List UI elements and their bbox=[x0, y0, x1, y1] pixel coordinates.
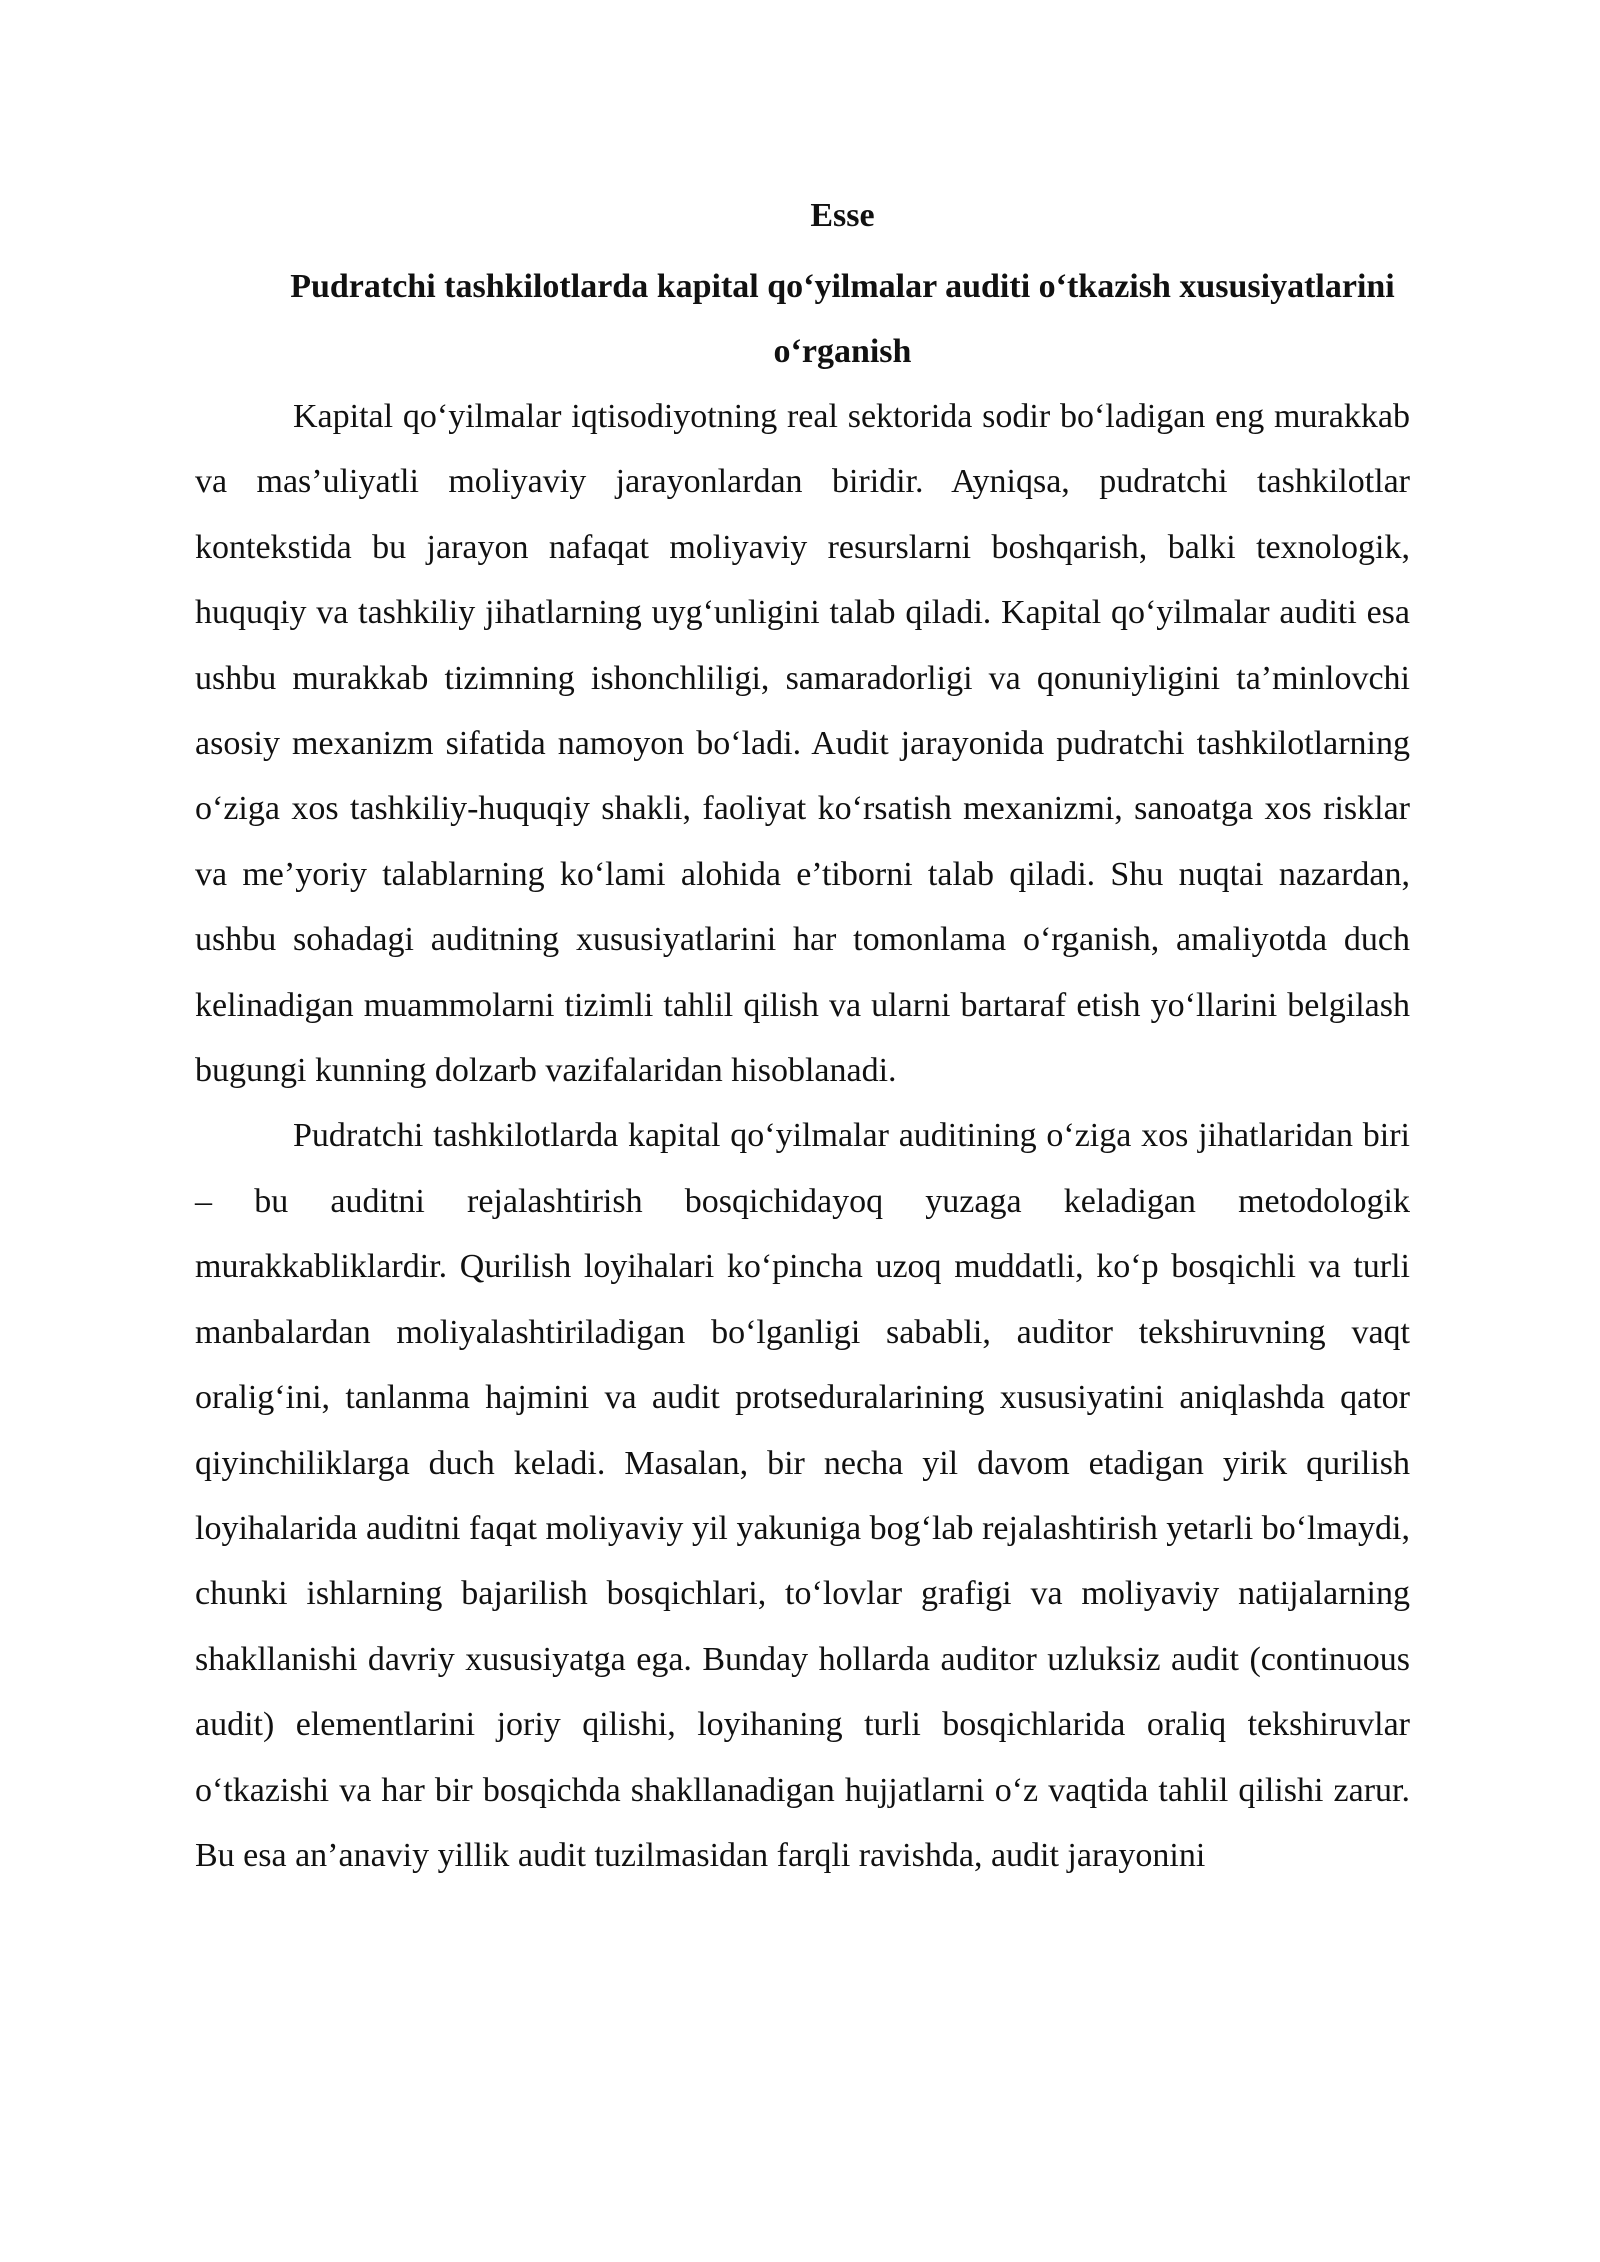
body-paragraph-1: Kapital qo‘yilmalar iqtisodiyotning real sektorida sodir bo‘ladigan eng murakkab va mas’uliyatli moliyaviy jarayonlardan biridir. Ayniqsa, pudratchi tashkilotlar kontekstida bu jarayon nafaqat moliyaviy resurslarni boshqarish, balki texnologik, huquqiy va tashkiliy jihatlarning uyg‘unligini talab qiladi. Kapital qo‘yilmalar auditi esa ushbu murakkab tizimning ishonchliligi, samaradorligi va qonuniyligini ta’minlovchi asosiy mexanizm sifatida namoyon bo‘ladi. Audit jarayonida pudratchi tashkilotlarning o‘ziga xos tashkiliy-huquqiy shakli, faoliyat ko‘rsatish mexanizmi, sanoatga xos risklar va me’yoriy talablarning ko‘lami alohida e’tiborni talab qiladi. Shu nuqtai nazardan, ushbu sohadagi auditning xususiyatlarini har tomonlama o‘rganish, amaliyotda duch kelinadigan muammolarni tizimli tahlil qilish va ularni bartaraf etish yo‘llarini belgilash bugungi kunning dolzarb vazifalaridan hisoblanadi. bbox=[195, 398, 1410, 1090]
body-paragraph-2: Pudratchi tashkilotlarda kapital qo‘yilmalar auditining o‘ziga xos jihatlaridan biri – bu auditni rejalashtirish bosqichidayoq yuzaga keladigan metodologik murakkabliklardir. Qurilish loyihalari ko‘pincha uzoq muddatli, ko‘p bosqichli va turli manbalardan moliyalashtiriladigan bo‘lganligi sababli, auditor tekshiruvning vaqt oralig‘ini, tanlanma hajmini va audit protseduralarining xususiyatini aniqlashda qator qiyinchiliklarga duch keladi. Masalan, bir necha yil davom etadigan yirik qurilish loyihalarida auditni faqat moliyaviy yil yakuniga bog‘lab rejalashtirish yetarli bo‘lmaydi, chunki ishlarning bajarilish bosqichlari, to‘lovlar grafigi va moliyaviy natijalarning shakllanishi davriy xususiyatga ega. Bunday hollarda auditor uzluksiz audit (continuous audit) elementlarini joriy qilishi, loyihaning turli bosqichlarida oraliq tekshiruvlar o‘tkazishi va har bir bosqichda shakllanadigan hujjatlarni o‘z vaqtida tahlil qilishi zarur. Bu esa an’anaviy yillik audit tuzilmasidan farqli ravishda, audit jarayonini bbox=[195, 1117, 1410, 1874]
document-type-heading: Esse bbox=[810, 197, 875, 234]
document-body bbox=[195, 190, 1410, 1888]
document-title: Pudratchi tashkilotlarda kapital qo‘yilmalar auditi o‘tkazish xususiyatlarini o‘rganish bbox=[290, 268, 1395, 370]
